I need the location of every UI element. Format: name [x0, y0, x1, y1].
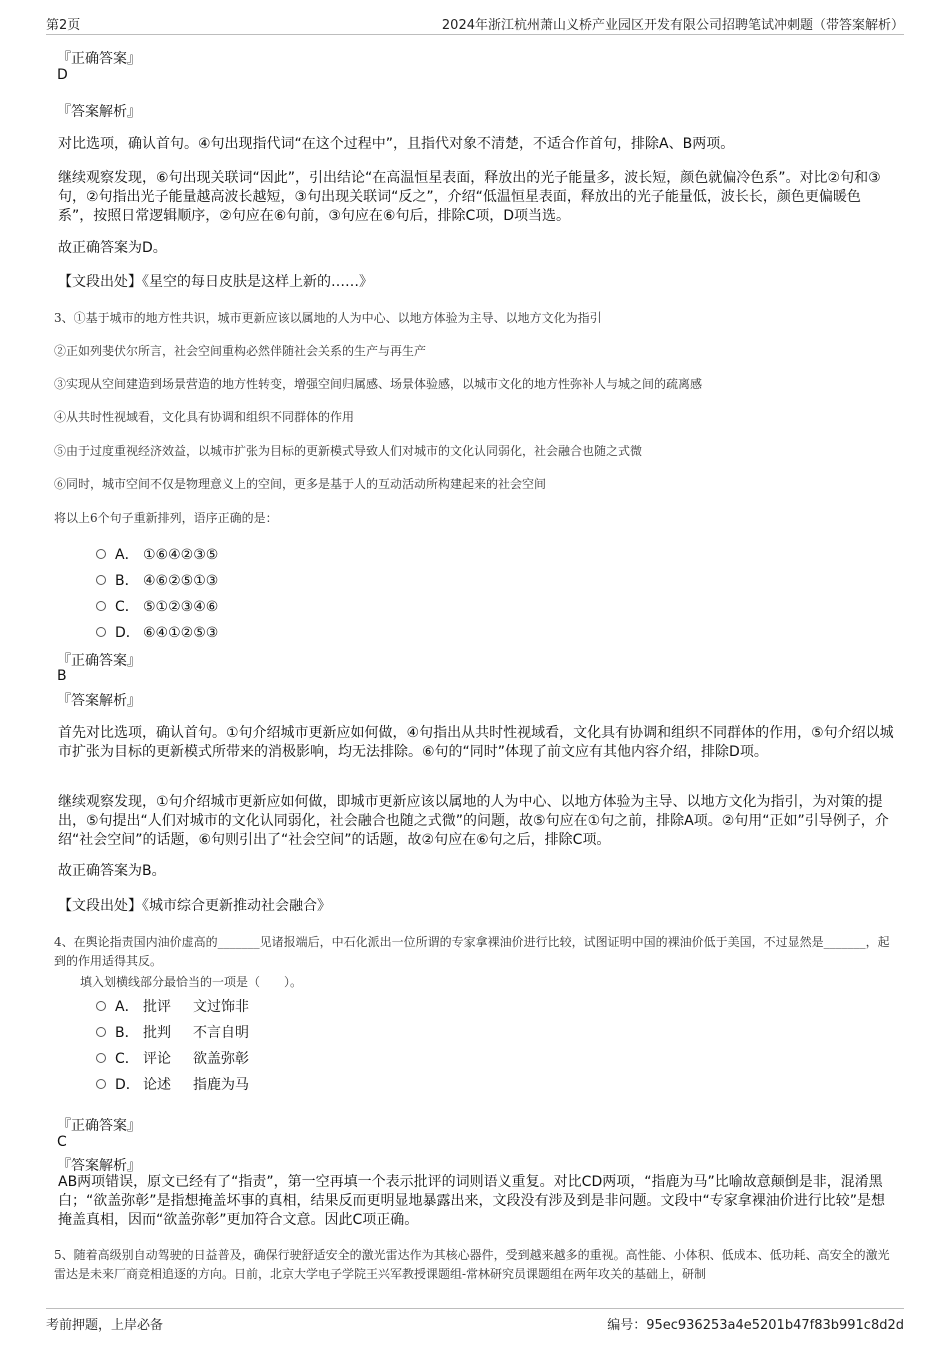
correct-answer-label: 『正确答案』 [57, 1118, 141, 1134]
source-citation: 【文段出处】《城市综合更新推动社会融合》 [58, 898, 331, 914]
analysis-paragraph: AB两项错误，原文已经有了“指责”，第一空再填一个表示批评的词则语义重复。对比CD两项，“指鹿为马”比喻故意颠倒是非，混淆黑白；“欲盖弥彰”是指想掩盖坏事的真相，结果反而更明显地暴露出来，文段没有涉及到是非问题。文段中“专家拿裸油价进行比较”是想掩盖真相，因而“欲盖弥彰”更加符合文意。因此C项正确。 [58, 1174, 886, 1228]
analysis-label: 『答案解析』 [57, 693, 141, 709]
page-header [46, 12, 904, 35]
footer-slogan: 考前押题，上岸必备 [46, 1318, 164, 1333]
option-b[interactable]: B． ④⑥②⑤①③ [96, 570, 218, 590]
correct-answer-label: 『正确答案』 [57, 653, 141, 669]
question-stem: 5、随着高级别自动驾驶的日益普及，确保行驶舒适安全的激光雷达作为其核心器件，受到越来越多的重视。高性能、小体积、低成本、低功耗、高安全的激光雷达是未来厂商竞相追逐的方向。日前，北京大学电子学院王兴军教授课题组-常林研究员课题组在两年攻关的基础上，研制 [54, 1248, 890, 1281]
question-prompt: 将以上6个句子重新排列，语序正确的是： [54, 511, 278, 525]
question-stem: 4、在舆论指责国内油价虚高的_______见诸报端后，中石化派出一位所谓的专家拿裸油价进行比较，试图证明中国的裸油价低于美国，不过显然是_______，起到的作用适得其反。 [54, 935, 890, 968]
radio-icon[interactable] [96, 1053, 106, 1063]
analysis-paragraph: 对比选项，确认首句。④句出现指代词“在这个过程中”，且指代对象不清楚，不适合作首句，排除A、B两项。 [58, 136, 735, 152]
option-a[interactable]: A． ①⑥④②③⑤ [96, 544, 218, 564]
radio-icon[interactable] [96, 1079, 106, 1089]
question-sentence: ②正如列斐伏尔所言，社会空间重构必然伴随社会关系的生产与再生产 [54, 344, 427, 358]
question-sentence: 3、①基于城市的地方性共识，城市更新应该以属地的人为中心、以地方体验为主导、以地方文化为指引 [54, 311, 602, 325]
correct-answer-label: 『正确答案』 [57, 51, 141, 67]
analysis-conclusion: 故正确答案为D。 [58, 240, 167, 256]
correct-answer-value: B [57, 668, 67, 684]
question-prompt: 填入划横线部分最恰当的一项是（ ）。 [80, 975, 303, 989]
option-b[interactable]: B． 批判 不言自明 [96, 1022, 249, 1042]
option-c[interactable]: C． ⑤①②③④⑥ [96, 596, 218, 616]
radio-icon[interactable] [96, 627, 106, 637]
option-d[interactable]: D． 论述 指鹿为马 [96, 1074, 249, 1094]
question-sentence: ⑥同时，城市空间不仅是物理意义上的空间，更多是基于人的互动活动所构建起来的社会空间 [54, 477, 547, 491]
correct-answer-value: C [57, 1134, 67, 1150]
analysis-conclusion: 故正确答案为B。 [58, 863, 166, 879]
source-citation: 【文段出处】《星空的每日皮肤是这样上新的……》 [58, 274, 373, 290]
radio-icon[interactable] [96, 601, 106, 611]
analysis-paragraph: 继续观察发现，⑥句出现关联词“因此”，引出结论“在高温恒星表面，释放出的光子能量多，波长短，颜色就偏冷色系”。对比②句和③句，②句指出光子能量越高波长越短，③句出现关联词“反之”，介绍“低温恒星表面，释放出的光子能量低，波长长，颜色更偏暖色系”，按照日常逻辑顺序，②句应在⑥句前，③句应在⑥句后，排除C项，D项当选。 [58, 170, 881, 224]
option-d[interactable]: D． ⑥④①②⑤③ [96, 622, 218, 642]
question-sentence: ③实现从空间建造到场景营造的地方性转变，增强空间归属感、场景体验感，以城市文化的地方性弥补人与城之间的疏离感 [54, 377, 703, 391]
radio-icon[interactable] [96, 575, 106, 585]
document-title: 2024年浙江杭州萧山义桥产业园区开发有限公司招聘笔试冲刺题（带答案解析） [441, 18, 904, 33]
option-c[interactable]: C． 评论 欲盖弥彰 [96, 1048, 249, 1068]
correct-answer-value: D [57, 67, 68, 83]
page-number: 第2页 [46, 18, 81, 33]
analysis-label: 『答案解析』 [57, 1158, 141, 1174]
question-sentence: ④从共时性视域看，文化具有协调和组织不同群体的作用 [54, 410, 355, 424]
document-id: 编号：95ec936253a4e5201b47f83b991c8d2d [607, 1318, 904, 1333]
option-a[interactable]: A． 批评 文过饰非 [96, 996, 249, 1016]
radio-icon[interactable] [96, 1001, 106, 1011]
page-footer [46, 1308, 904, 1335]
radio-icon[interactable] [96, 1027, 106, 1037]
analysis-label: 『答案解析』 [57, 104, 141, 120]
radio-icon[interactable] [96, 549, 106, 559]
analysis-paragraph: 继续观察发现，①句介绍城市更新应如何做，即城市更新应该以属地的人为中心、以地方体验为主导、以地方文化为指引，为对策的提出，⑤句提出“人们对城市的文化认同弱化，社会融合也随之式微”的问题，故⑤句应在①句之前，排除A项。②句用“正如”引导例子，介绍“社会空间”的话题，⑥句则引出了“社会空间”的话题，故②句应在⑥句之后，排除C项。 [58, 794, 889, 848]
question-sentence: ⑤由于过度重视经济效益，以城市扩张为目标的更新模式导致人们对城市的文化认同弱化，社会融合也随之式微 [54, 444, 643, 458]
analysis-paragraph: 首先对比选项，确认首句。①句介绍城市更新应如何做，④句指出从共时性视域看，文化具有协调和组织不同群体的作用，⑤句介绍以城市扩张为目标的更新模式所带来的消极影响，均无法排除。⑥句的“同时”体现了前文应有其他内容介绍，排除D项。 [58, 725, 894, 760]
